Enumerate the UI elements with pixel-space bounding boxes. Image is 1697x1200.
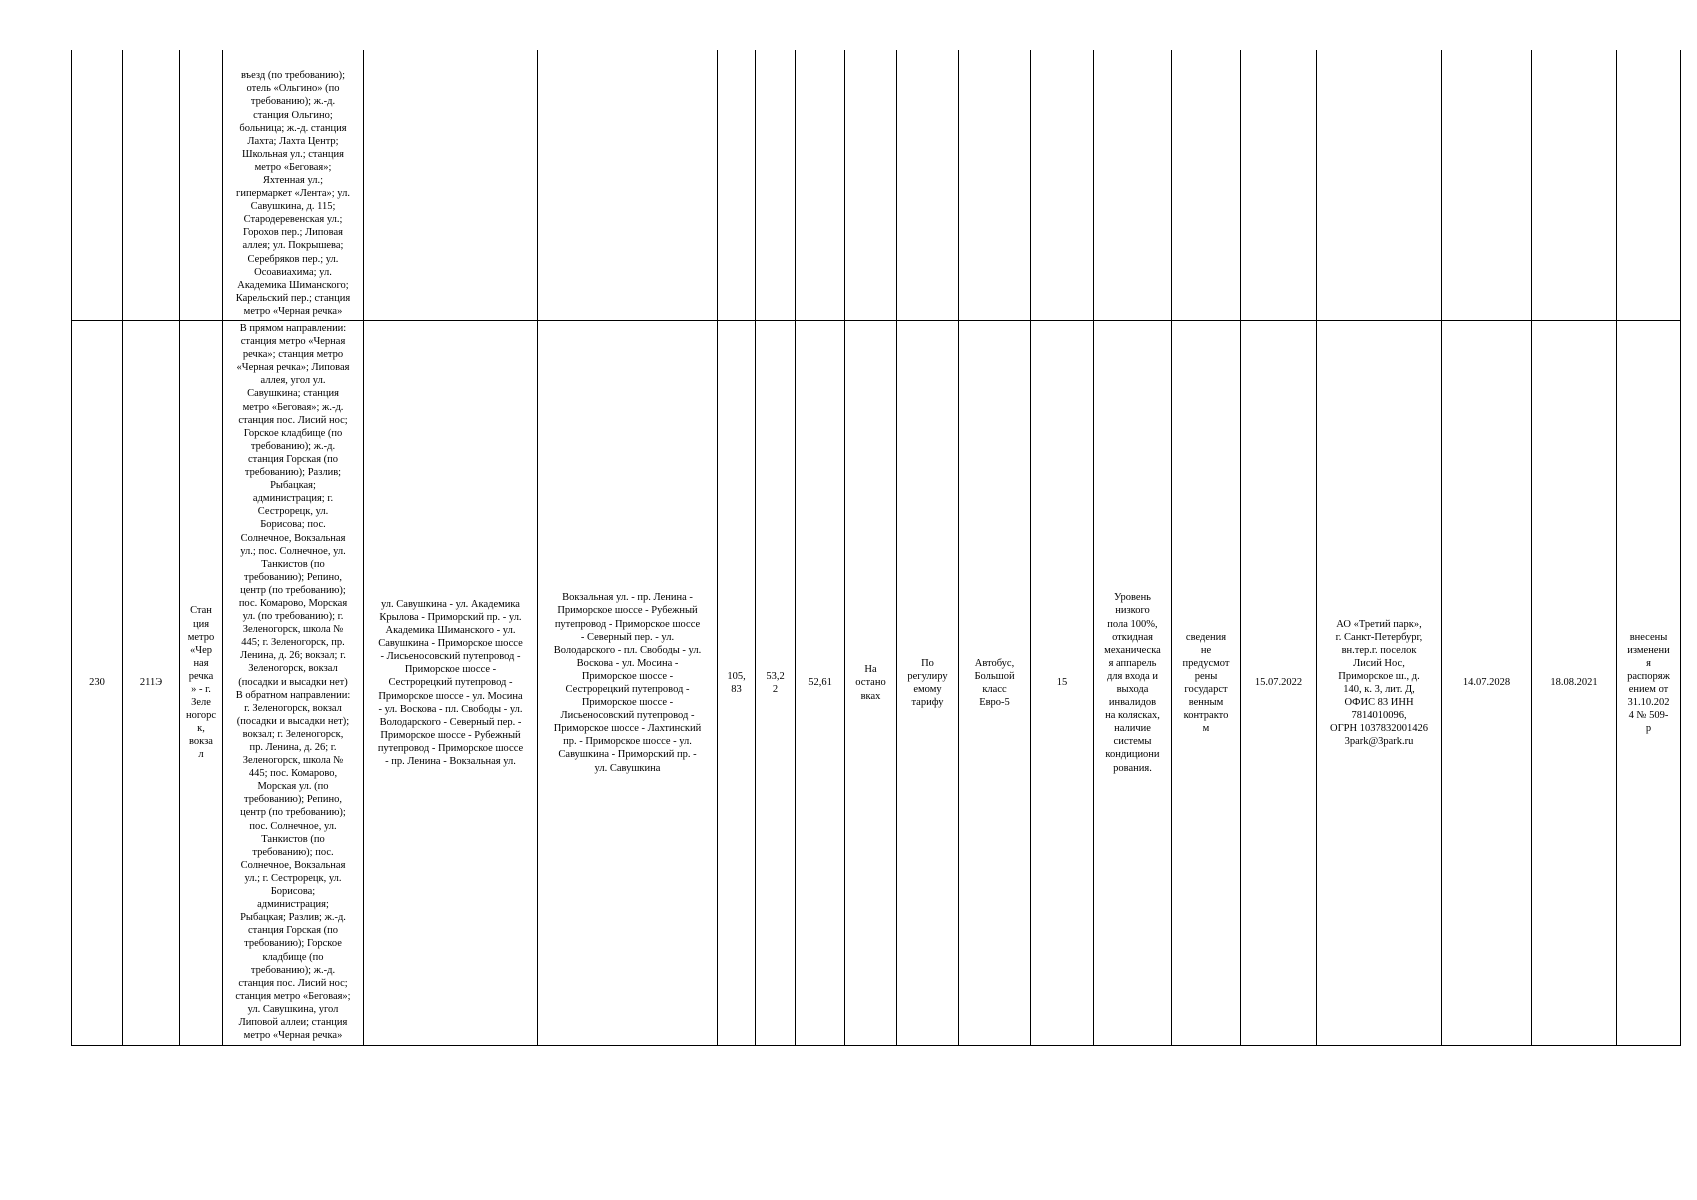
- cell-features: Уровень низкого пола 100%, откидная механическа я аппарель для входа и выхода инвалидов на колясках, наличие системы кондициони рования.: [1094, 321, 1172, 1046]
- cell-count: 15: [1031, 321, 1094, 1046]
- cell-length-back: [796, 50, 845, 321]
- cell-route-name: Стан ция метро «Чер ная речка » - г. Зеле ногорс к, вокза л: [180, 321, 223, 1046]
- cell-features: [1094, 50, 1172, 321]
- cell-length-forward: [756, 50, 796, 321]
- cell-number: [72, 50, 123, 321]
- cell-route: 211Э: [123, 321, 180, 1046]
- cell-vehicle: Автобус, Большой класс Евро-5: [959, 321, 1031, 1046]
- cell-stops: въезд (по требованию); отель «Ольгино» (по требованию); ж.-д. станция Ольгино; больница; ж.-д. станция Лахта; Лахта Центр; Школьная ул.; станция метро «Беговая»; Яхтенная ул.; гипермаркет «Лента»; ул. Савушкина, д. 115; Стародеревенская ул.; Горохов пер.; Липовая аллея; ул. Покрышева; Серебряков пер.; ул. Осоавиахима; ул. Академика Шиманского; Карельский пер.; станция метро «Черная речка»: [223, 50, 364, 321]
- cell-tariff: [897, 50, 959, 321]
- cell-start-date: [1241, 50, 1317, 321]
- cell-length-forward: 53,2 2: [756, 321, 796, 1046]
- cell-carrier: АО «Третий парк», г. Санкт-Петербург, вн.тер.г. поселок Лисий Нос, Приморское ш., д. 140, к. 3, лит. Д, ОФИС 83 ИНН 7814010096, ОГРН 1037832001426 3park@3park.ru: [1317, 321, 1442, 1046]
- cell-length-back: 52,61: [796, 321, 845, 1046]
- route-registry-table: [71, 50, 1681, 1046]
- cell-stop-mode: [845, 50, 897, 321]
- cell-length-total: 105, 83: [718, 321, 756, 1046]
- table-row-continued: [72, 50, 1681, 321]
- cell-notes: [1617, 50, 1681, 321]
- cell-notes: внесены изменени я распоряж ением от 31.10.202 4 № 509- р: [1617, 321, 1681, 1046]
- cell-route-name: [180, 50, 223, 321]
- cell-start-date: 15.07.2022: [1241, 321, 1317, 1046]
- cell-stops: В прямом направлении: станция метро «Черная речка»; станция метро «Черная речка»; Липовая аллея, угол ул. Савушкина; станция метро «Беговая»; ж.-д. станция пос. Лисий нос; Горское кладбище (по требованию); ж.-д. станция Горская (по требованию); Разлив; Рыбацкая; администрация; г. Сестрорецк, ул. Борисова; пос. Солнечное, Вокзальная ул.; пос. Солнечное, ул. Танкистов (по требованию); Репино, центр (по требованию); пос. Комарово, Морская ул. (по требованию); г. Зеленогорск, школа № 445; г. Зеленогорск, пр. Ленина, д. 26; вокзал; г. Зеленогорск, вокзал (посадки и высадки нет) В обратном направлении: г. Зеленогорск, вокзал (посадки и высадки нет); вокзал; г. Зеленогорск, пр. Ленина, д. 26; г. Зеленогорск, школа № 445; пос. Комарово, Морская ул. (по требованию); Репино, центр (по требованию); пос. Солнечное, ул. Танкистов (по требованию); пос. Солнечное, Вокзальная ул.; г. Сестрорецк, ул. Борисова; администрация; Рыбацкая; Разлив; ж.-д. станция Горская (по требованию); Горское кладбище (по требованию); ж.-д. станция пос. Лисий нос; станция метро «Беговая»; ул. Савушкина, угол Липовой аллеи; станция метро «Черная речка»: [223, 321, 364, 1046]
- cell-vehicle: [959, 50, 1031, 321]
- cell-length-total: [718, 50, 756, 321]
- cell-change-date: [1532, 50, 1617, 321]
- cell-route: [123, 50, 180, 321]
- cell-end-date: 14.07.2028: [1442, 321, 1532, 1046]
- table-row-230: [72, 321, 1681, 1046]
- cell-stop-mode: На остано вках: [845, 321, 897, 1046]
- cell-change-date: 18.08.2021: [1532, 321, 1617, 1046]
- cell-end-date: [1442, 50, 1532, 321]
- cell-contract: [1172, 50, 1241, 321]
- cell-streets-backward: Вокзальная ул. - пр. Ленина - Приморское шоссе - Рубежный путепровод - Приморское шоссе - Северный пер. - ул. Володарского - пл. Свободы - ул. Воскова - ул. Мосина - Приморское шоссе - Сестрорецкий путепровод - Приморское шоссе - Лисьеносовский путепровод - Приморское шоссе - Лахтинский пр. - Приморское шоссе - ул. Савушкина - Приморский пр. - ул. Савушкина: [538, 321, 718, 1046]
- cell-tariff: По регулиру емому тарифу: [897, 321, 959, 1046]
- cell-contract: сведения не предусмот рены государст венным контракто м: [1172, 321, 1241, 1046]
- cell-number: 230: [72, 321, 123, 1046]
- cell-carrier: [1317, 50, 1442, 321]
- cell-streets-forward: [364, 50, 538, 321]
- cell-count: [1031, 50, 1094, 321]
- cell-streets-forward: ул. Савушкина - ул. Академика Крылова - Приморский пр. - ул. Академика Шиманского - ул. Савушкина - Приморское шоссе - Лисьеносовский путепровод - Приморское шоссе - Сестрорецкий путепровод - Приморское шоссе - ул. Мосина - ул. Воскова - пл. Свободы - ул. Володарского - Северный пер. - Приморское шоссе - Рубежный путепровод - Приморское шоссе - пр. Ленина - Вокзальная ул.: [364, 321, 538, 1046]
- cell-streets-backward: [538, 50, 718, 321]
